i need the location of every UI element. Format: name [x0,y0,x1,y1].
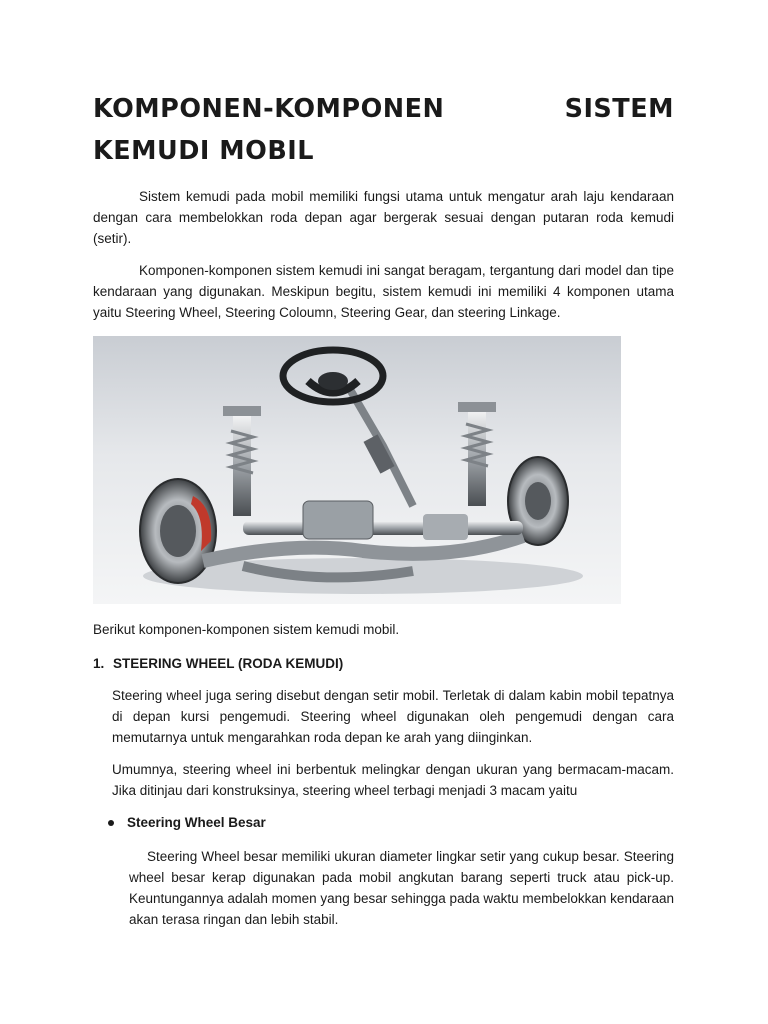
section-paragraph-2: Umumnya, steering wheel ini berbentuk melingkar dengan ukuran yang bermacam-macam. Jika ditinjau dari konstruksinya, steering wheel terbagi menjadi 3 macam yaitu [112,762,674,798]
bullet-label: Steering Wheel Besar [127,815,266,830]
bullet-item-steering-wheel-besar [108,812,674,833]
list-intro: Berikut komponen-komponen sistem kemudi mobil. [93,622,400,637]
title-line1-left: KOMPONEN-KOMPONEN [93,94,445,124]
paragraph-components: Komponen-komponen sistem kemudi ini sangat beragam, tergantung dari model dan tipe kendaraan yang digunakan. Meskipun begitu, sistem kemudi ini memiliki 4 komponen utama yaitu Steering Wheel, Steering Coloumn, Steering Gear, dan steering Linkage. [93,263,674,320]
section-body [112,685,674,801]
paragraph-intro-function: Sistem kemudi pada mobil memiliki fungsi utama untuk mengatur arah laju kendaraan dengan cara membelokkan roda depan agar bergerak sesuai dengan putaran roda kemudi (setir). [93,189,674,246]
section-title: STEERING WHEEL (RODA KEMUDI) [113,656,344,671]
title-line2: KEMUDI MOBIL [93,136,315,166]
document-title [93,88,674,172]
steering-system-image [93,336,621,604]
section-paragraph-1: Steering wheel juga sering disebut dengan setir mobil. Terletak di dalam kabin mobil tepatnya di depan kursi pengemudi. Steering wheel digunakan oleh pengemudi dengan cara memutarnya untuk mengarahkan roda depan ke arah yang diinginkan. [112,688,674,745]
section-heading-steering-wheel [93,653,674,674]
bullet-paragraph: Steering Wheel besar memiliki ukuran diameter lingkar setir yang cukup besar. Steering wheel besar kerap digunakan pada mobil angkutan barang seperti truck atau pick-up. Keuntungannya adalah momen yang besar sehingga pada waktu membelokkan kendaraan akan terasa ringan dan lebih stabil. [129,849,674,927]
bullet-body [129,846,674,930]
title-line1-right: SISTEM [564,94,674,124]
bullet-icon [108,820,114,826]
document-page [93,88,674,930]
section-number: 1. [93,656,105,671]
